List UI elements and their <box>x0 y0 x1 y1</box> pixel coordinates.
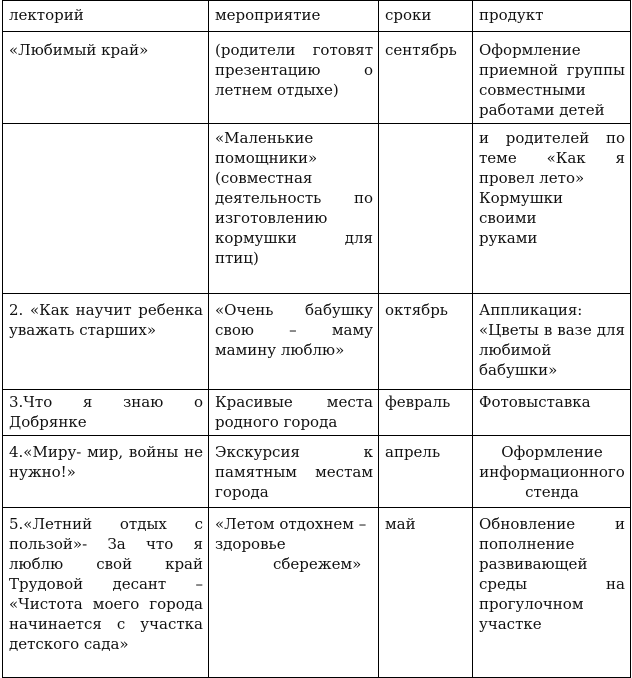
cell-event: «Очень бабушку свою – маму мамину люблю» <box>209 294 379 390</box>
document-page <box>2 0 630 678</box>
cell-lectorium <box>3 124 209 294</box>
header-product: продукт <box>473 1 631 32</box>
event-line: сбережем» <box>273 555 362 573</box>
table-row <box>3 32 631 124</box>
cell-lectorium: 3.Что я знаю о Добрянке <box>3 390 209 436</box>
cell-dates: сентябрь <box>379 32 473 124</box>
cell-event: Экскурсия к памятным местам города <box>209 436 379 508</box>
event-line: «Летом отдохнем – здоровье <box>215 515 367 553</box>
product-line: и родителей по теме «Как я провел лето» <box>479 129 625 187</box>
cell-dates: февраль <box>379 390 473 436</box>
cell-lectorium: 4.«Миру- мир, войны не нужно!» <box>3 436 209 508</box>
table-row <box>3 294 631 390</box>
header-event: мероприятие <box>209 1 379 32</box>
product-line: Кормушки своими <box>479 189 564 227</box>
plan-table <box>2 0 631 678</box>
cell-dates: октябрь <box>379 294 473 390</box>
cell-event <box>209 508 379 678</box>
product-line: руками <box>479 229 538 247</box>
cell-event: «Маленькие помощники» (совместная деятельность по изготовлению кормушки для птиц) <box>209 124 379 294</box>
cell-product: Аппликация: «Цветы в вазе для любимой бабушки» <box>473 294 631 390</box>
table-header-row <box>3 1 631 32</box>
cell-lectorium: 5.«Летний отдых с пользой»- За что я люблю свой край Трудовой десант – «Чистота моего города начинается с участка детского сада» <box>3 508 209 678</box>
table-row <box>3 436 631 508</box>
cell-event: Красивые места родного города <box>209 390 379 436</box>
cell-dates: май <box>379 508 473 678</box>
header-dates: сроки <box>379 1 473 32</box>
cell-dates <box>379 124 473 294</box>
table-row <box>3 124 631 294</box>
cell-product: Оформление приемной группы совместными работами детей <box>473 32 631 124</box>
cell-lectorium: «Любимый край» <box>3 32 209 124</box>
cell-event: (родители готовят презентацию о летнем отдыхе) <box>209 32 379 124</box>
header-lectorium: лекторий <box>3 1 209 32</box>
cell-dates: апрель <box>379 436 473 508</box>
table-row <box>3 390 631 436</box>
cell-product <box>473 124 631 294</box>
cell-lectorium: 2. «Как научит ребенка уважать старших» <box>3 294 209 390</box>
table-row <box>3 508 631 678</box>
cell-product: Оформление информационного стенда <box>473 436 631 508</box>
cell-product: Фотовыставка <box>473 390 631 436</box>
cell-product: Обновление и пополнение развивающей среды на прогулочном участке <box>473 508 631 678</box>
